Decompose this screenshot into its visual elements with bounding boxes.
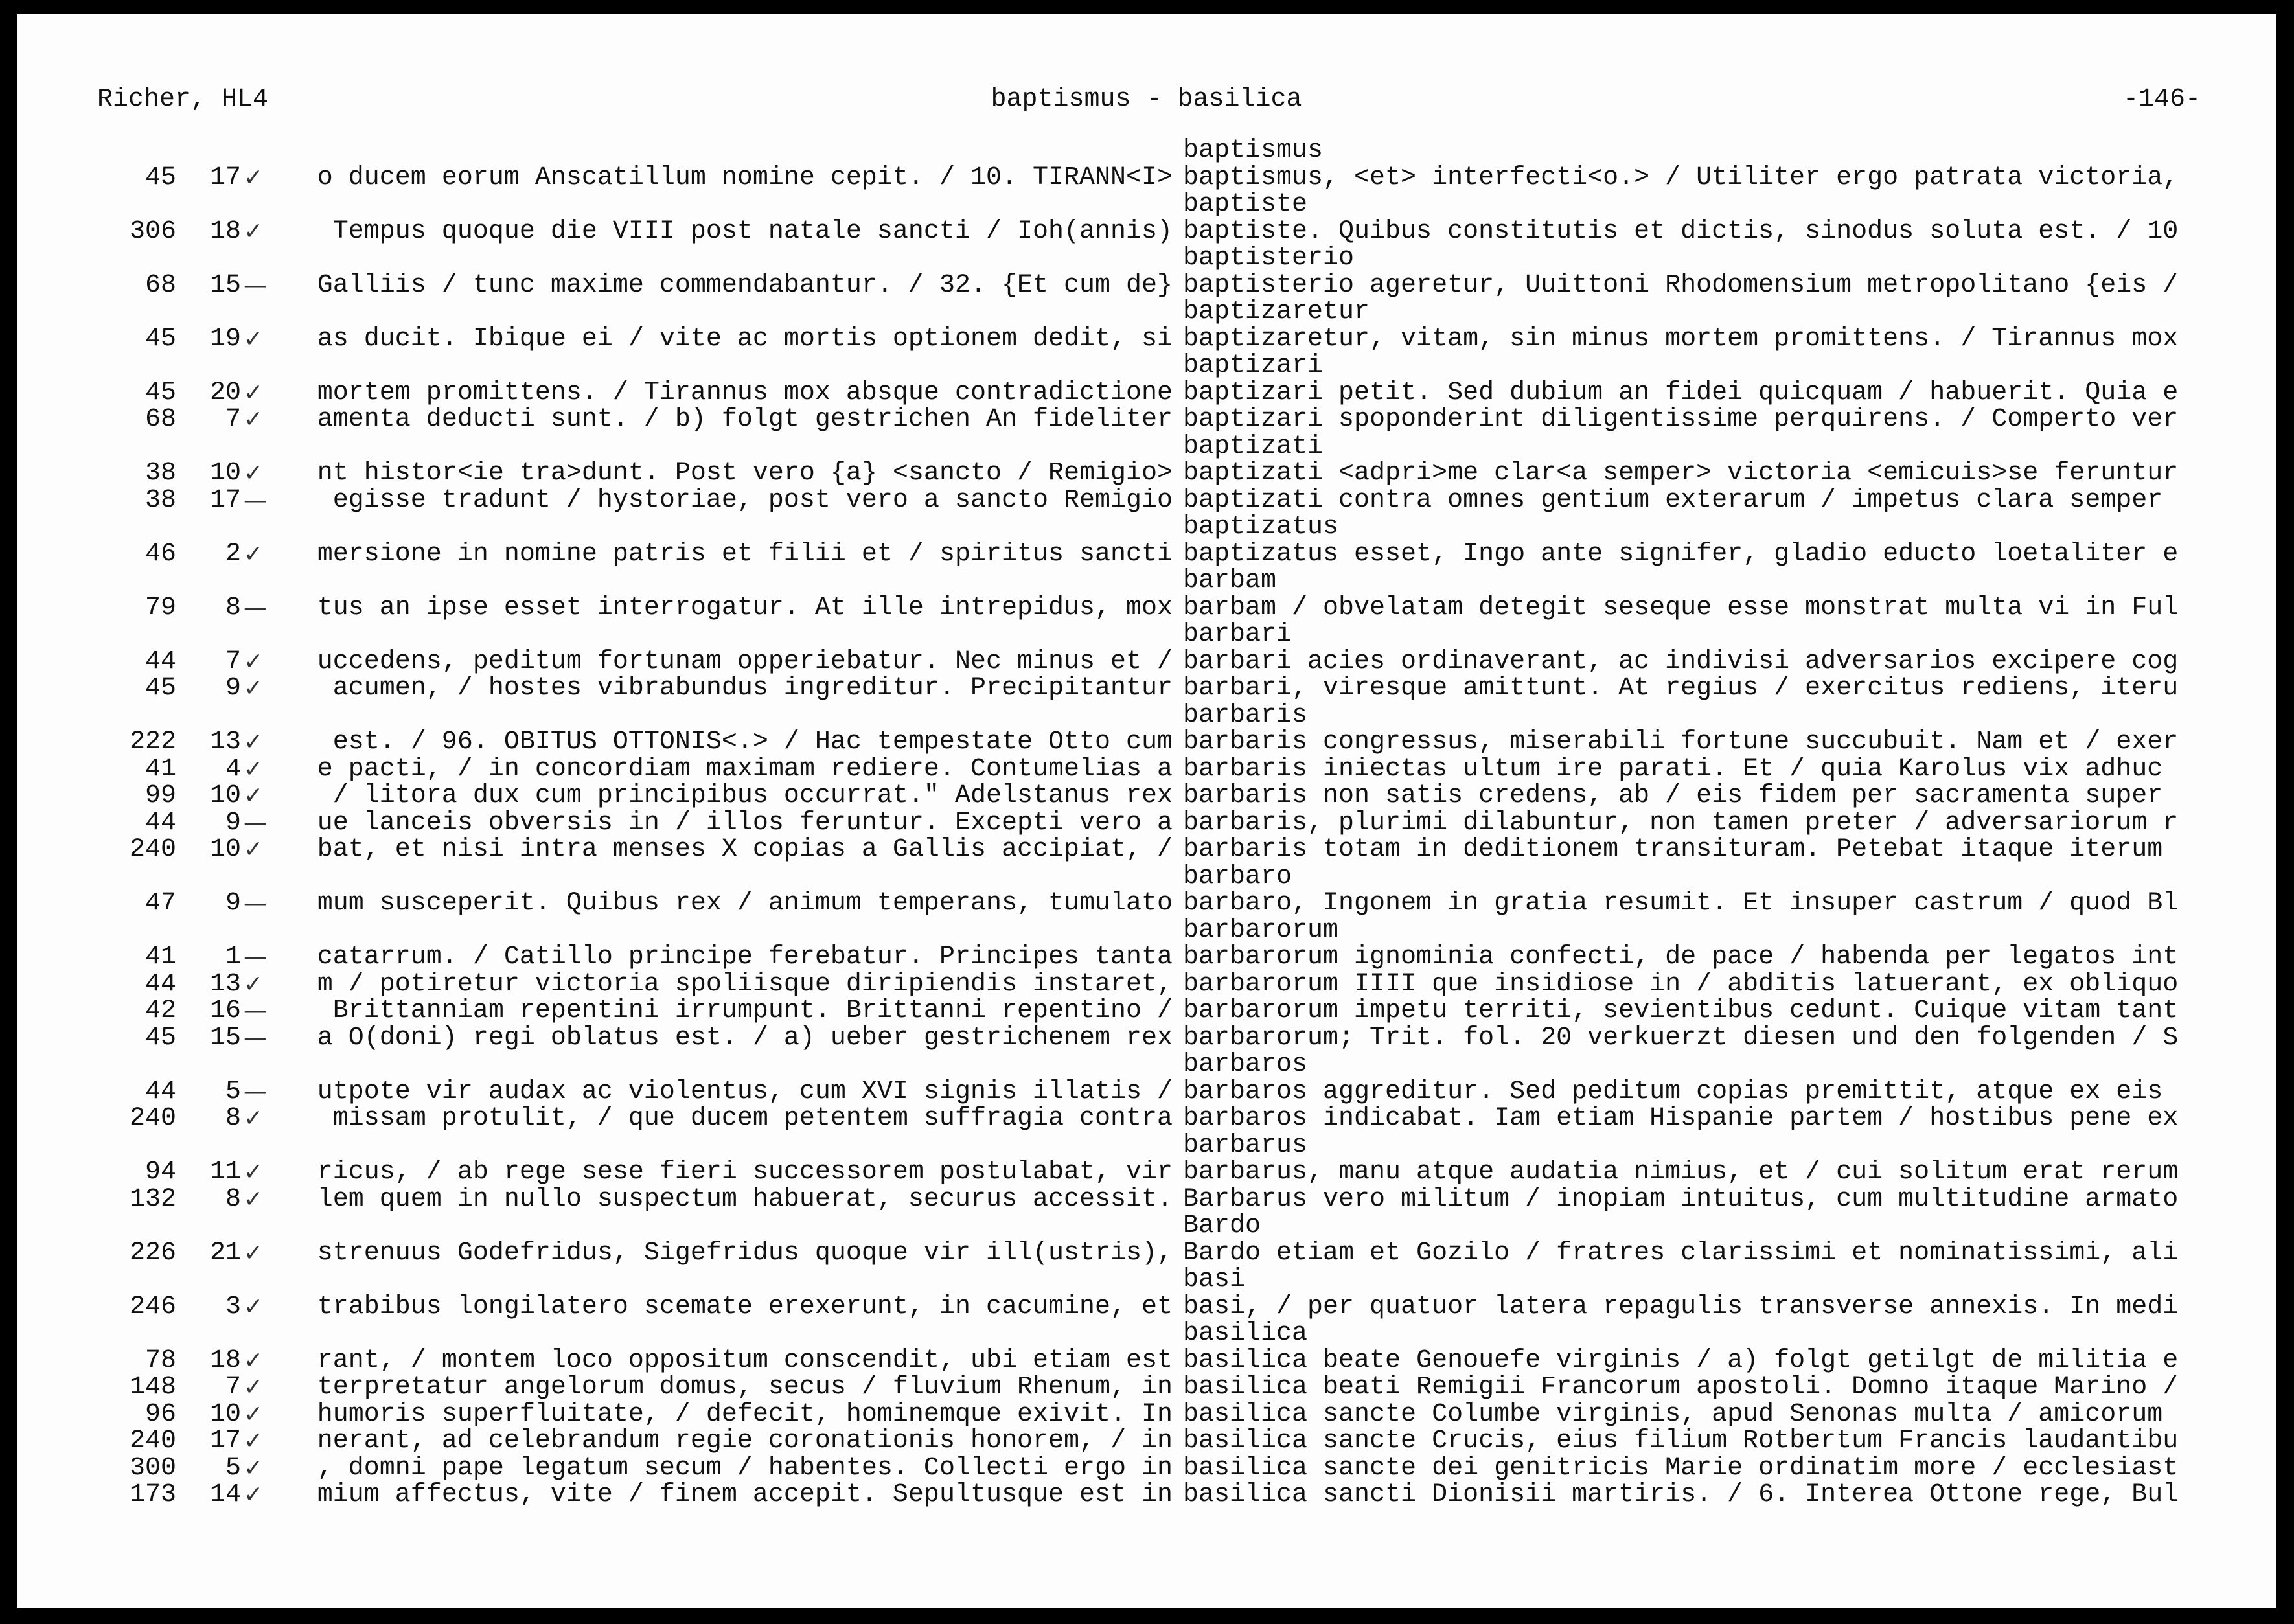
left-context: strenuus Godefridus, Sigefridus quoque vir ill(ustris),: [317, 1239, 1173, 1266]
page-number-ref: 38: [144, 459, 176, 488]
line-number-ref: 8: [225, 1104, 241, 1133]
check-mark-icon: ✓: [244, 1428, 264, 1454]
left-context: est. / 96. OBITUS OTTONIS<.> / Hac tempestate Otto cum: [332, 729, 1173, 756]
line-number-ref: 7: [225, 1373, 241, 1402]
check-mark-icon: ✓: [244, 540, 264, 567]
page-number-ref: 45: [144, 674, 176, 703]
left-context: , domni pape legatum secum / habentes. Collecti ergo in: [317, 1454, 1173, 1481]
page-number-ref: 222: [129, 727, 176, 757]
left-context: / litora dux cum principibus occurrat." Adelstanus rex: [332, 783, 1173, 810]
keyword-context: basilica sancti Dionisii martiris. / 6. Interea Ottone rege, Bul: [1183, 1481, 2179, 1509]
concordance-entry: [17, 783, 2276, 810]
concordance-entry: [17, 326, 2276, 353]
concordance-entry: [17, 1186, 2276, 1213]
header-source: Richer, HL4: [97, 85, 269, 114]
keyword-heading-row: [17, 514, 2276, 541]
left-context: egisse tradunt / hystoriae, post vero a sancto Remigio: [332, 486, 1173, 514]
header-title: baptismus - basilica: [991, 85, 1302, 114]
keyword-context: baptizari spoponderint diligentissime perquirens. / Comperto ver: [1183, 406, 2179, 433]
page-number-ref: 68: [144, 405, 176, 434]
check-mark-icon: ✓: [244, 675, 264, 702]
concordance-entry: [17, 541, 2276, 568]
line-number-ref: 3: [225, 1292, 241, 1321]
keyword-context: barbaros aggreditur. Sed peditum copias premittit, atque ex eis: [1183, 1078, 2163, 1105]
line-number-ref: 14: [209, 1480, 241, 1509]
keyword-heading: barbaros: [1183, 1050, 1308, 1079]
keyword-heading-row: [17, 702, 2276, 729]
concordance-entry: [17, 998, 2276, 1025]
concordance-entry: [17, 1025, 2276, 1052]
check-mark-icon: ✓: [244, 1374, 264, 1401]
keyword-heading: baptizati: [1183, 431, 1324, 461]
keyword-heading: baptiste: [1183, 190, 1308, 219]
keyword-context: basilica sancte Crucis, eius filium Rotbertum Francis laudantibu: [1183, 1428, 2179, 1455]
check-mark-icon: ✓: [244, 729, 264, 755]
page-number-ref: 173: [129, 1480, 176, 1509]
concordance-list: [17, 137, 2276, 1509]
check-mark-icon: ✓: [244, 1105, 264, 1132]
check-mark-icon: ✓: [244, 648, 264, 675]
page-number-ref: 240: [129, 1104, 176, 1133]
check-mark-icon: —: [244, 890, 267, 917]
keyword-heading-row: [17, 137, 2276, 165]
keyword-heading: baptizatus: [1183, 512, 1339, 542]
keyword-heading: barbari: [1183, 620, 1292, 649]
left-context: a O(doni) regi oblatus est. / a) ueber gestrichenem rex: [317, 1024, 1173, 1051]
page-number-ref: 44: [144, 808, 176, 838]
line-number-ref: 11: [209, 1158, 241, 1187]
concordance-entry: [17, 460, 2276, 487]
check-mark-icon: —: [244, 271, 267, 299]
line-number-ref: 5: [225, 1453, 241, 1483]
concordance-entry: [17, 272, 2276, 299]
page-number-ref: 240: [129, 1426, 176, 1456]
keyword-heading-row: [17, 245, 2276, 272]
page-number-ref: 306: [129, 216, 176, 246]
check-mark-icon: ✓: [244, 406, 264, 433]
keyword-context: basi, / per quatuor latera repagulis transverse annexis. In medi: [1183, 1293, 2179, 1320]
line-number-ref: 18: [209, 1345, 241, 1375]
line-number-ref: 20: [209, 378, 241, 407]
concordance-entry: [17, 944, 2276, 971]
concordance-entry: [17, 218, 2276, 246]
concordance-entry: [17, 1159, 2276, 1186]
check-mark-icon: —: [244, 944, 267, 970]
line-number-ref: 4: [225, 754, 241, 784]
page-number-ref: 300: [129, 1453, 176, 1483]
left-context: rant, / montem loco oppositum conscendit, ubi etiam est: [317, 1347, 1173, 1374]
line-number-ref: 7: [225, 646, 241, 676]
line-number-ref: 9: [225, 674, 241, 703]
concordance-entry: [17, 1079, 2276, 1106]
left-context: ue lanceis obversis in / illos feruntur. Excepti vero a: [317, 809, 1173, 836]
keyword-context: baptismus, <et> interfecti<o.> / Utiliter ergo patrata victoria,: [1183, 164, 2179, 191]
keyword-heading-row: [17, 433, 2276, 461]
keyword-heading-row: [17, 1266, 2276, 1294]
page-number-ref: 68: [144, 270, 176, 300]
keyword-context: Barbarus vero militum / inopiam intuitus, cum multitudine armato: [1183, 1185, 2179, 1213]
page-number-ref: 38: [144, 485, 176, 515]
concordance-entry: [17, 1294, 2276, 1321]
concordance-entry: [17, 380, 2276, 407]
page-header: [17, 14, 2276, 137]
concordance-entry: [17, 487, 2276, 514]
line-number-ref: 17: [209, 163, 241, 192]
left-context: acumen, / hostes vibrabundus ingreditur. Precipitantur: [332, 675, 1173, 702]
left-context: Tempus quoque die VIII post natale sancti / Ioh(annis): [332, 218, 1173, 245]
keyword-heading: barbaris: [1183, 700, 1308, 730]
line-number-ref: 15: [209, 1023, 241, 1053]
concordance-entry: [17, 890, 2276, 917]
line-number-ref: 10: [209, 835, 241, 864]
page-number-ref: 226: [129, 1238, 176, 1268]
page-number-ref: 42: [144, 996, 176, 1025]
left-context: missam protulit, / que ducem petentem suffragia contra: [332, 1105, 1173, 1132]
page-number-ref: 41: [144, 943, 176, 972]
keyword-heading: baptisterio: [1183, 244, 1355, 273]
check-mark-icon: ✓: [244, 1454, 264, 1481]
page-number-ref: 79: [144, 593, 176, 623]
left-context: amenta deducti sunt. / b) folgt gestrichen An fideliter: [317, 406, 1173, 433]
page-number-ref: 148: [129, 1373, 176, 1402]
check-mark-icon: ✓: [244, 783, 264, 809]
concordance-entry: [17, 675, 2276, 702]
check-mark-icon: ✓: [244, 970, 264, 998]
line-number-ref: 19: [209, 324, 241, 354]
left-context: Brittanniam repentini irrumpunt. Brittanni repentino /: [332, 998, 1173, 1025]
check-mark-icon: ✓: [244, 1159, 264, 1185]
keyword-heading-row: [17, 917, 2276, 944]
keyword-heading-row: [17, 863, 2276, 891]
line-number-ref: 5: [225, 1077, 241, 1106]
concordance-entry: [17, 756, 2276, 783]
line-number-ref: 2: [225, 539, 241, 569]
page-number-ref: 45: [144, 378, 176, 407]
keyword-context: barbaro, Ingonem in gratia resumit. Et insuper castrum / quod Bl: [1183, 890, 2179, 917]
left-context: catarrum. / Catillo principe ferebatur. Principes tanta: [317, 944, 1173, 971]
keyword-heading-row: [17, 1132, 2276, 1160]
left-context: as ducit. Ibique ei / vite ac mortis optionem dedit, si: [317, 325, 1173, 352]
page-number-ref: 44: [144, 1077, 176, 1106]
check-mark-icon: ✓: [244, 379, 264, 406]
left-context: m / potiretur victoria spoliisque diripiendis instaret,: [317, 970, 1173, 998]
keyword-heading-row: [17, 567, 2276, 595]
left-context: Galliis / tunc maxime commendabantur. / 32. {Et cum de}: [317, 271, 1173, 299]
keyword-context: barbaris totam in deditionem transituram. Petebat itaque iterum: [1183, 836, 2163, 863]
check-mark-icon: ✓: [244, 836, 264, 863]
page-number-ref: 78: [144, 1345, 176, 1375]
document-page: [17, 14, 2276, 1608]
keyword-context: barbaris non satis credens, ab / eis fidem per sacramenta super: [1183, 783, 2163, 810]
left-context: mortem promittens. / Tirannus mox absque contradictione: [317, 379, 1173, 406]
left-context: e pacti, / in concordiam maximam rediere. Contumelias a: [317, 755, 1173, 783]
keyword-heading-row: [17, 1051, 2276, 1079]
keyword-context: baptizati contra omnes gentium exterarum / impetus clara semper: [1183, 486, 2163, 514]
keyword-context: barbarorum ignominia confecti, de pace / habenda per legatos int: [1183, 944, 2179, 971]
page-number-ref: 41: [144, 754, 176, 784]
keyword-heading: baptizaretur: [1183, 297, 1370, 326]
keyword-heading: basi: [1183, 1265, 1246, 1294]
keyword-heading-row: [17, 352, 2276, 380]
keyword-context: barbari, viresque amittunt. At regius / exercitus rediens, iteru: [1183, 675, 2179, 702]
line-number-ref: 10: [209, 1399, 241, 1429]
check-mark-icon: ✓: [244, 1347, 264, 1374]
keyword-context: barbaros indicabat. Iam etiam Hispanie partem / hostibus pene ex: [1183, 1105, 2179, 1132]
check-mark-icon: ✓: [244, 1293, 264, 1320]
page-number-ref: 94: [144, 1158, 176, 1187]
left-context: mium affectus, vite / finem accepit. Sepultusque est in: [317, 1481, 1173, 1509]
left-context: terpretatur angelorum domus, secus / fluvium Rhenum, in: [317, 1374, 1173, 1401]
line-number-ref: 1: [225, 943, 241, 972]
page-number: -146-: [2122, 85, 2201, 114]
check-mark-icon: ✓: [244, 755, 264, 783]
keyword-context: barbarorum IIII que insidiose in / abditis latuerant, ex obliquo: [1183, 970, 2179, 998]
concordance-entry: [17, 1240, 2276, 1267]
check-mark-icon: ✓: [244, 1481, 264, 1508]
line-number-ref: 17: [209, 1426, 241, 1456]
concordance-entry: [17, 406, 2276, 433]
keyword-heading: barbaro: [1183, 862, 1292, 891]
page-number-ref: 132: [129, 1184, 176, 1214]
left-context: nt histor<ie tra>dunt. Post vero {a} <sancto / Remigio>: [317, 460, 1173, 487]
line-number-ref: 13: [209, 969, 241, 999]
concordance-entry: [17, 1105, 2276, 1132]
concordance-entry: [17, 971, 2276, 998]
line-number-ref: 8: [225, 593, 241, 623]
page-number-ref: 47: [144, 889, 176, 918]
concordance-entry: [17, 1401, 2276, 1428]
concordance-entry: [17, 648, 2276, 676]
page-number-ref: 96: [144, 1399, 176, 1429]
keyword-context: barbaris, plurimi dilabuntur, non tamen preter / adversariorum r: [1183, 809, 2179, 836]
line-number-ref: 10: [209, 781, 241, 810]
left-context: mum susceperit. Quibus rex / animum temperans, tumulato: [317, 890, 1173, 917]
left-context: ricus, / ab rege sese fieri successorem postulabat, vir: [317, 1159, 1173, 1186]
check-mark-icon: —: [244, 594, 267, 621]
left-context: bat, et nisi intra menses X copias a Gallis accipiat, /: [317, 836, 1173, 863]
left-context: uccedens, peditum fortunam opperiebatur. Nec minus et /: [317, 648, 1173, 675]
page-number-ref: 45: [144, 324, 176, 354]
page-number-ref: 240: [129, 835, 176, 864]
check-mark-icon: ✓: [244, 218, 264, 245]
page-number-ref: 246: [129, 1292, 176, 1321]
keyword-context: basilica beati Remigii Francorum apostoli. Domno itaque Marino /: [1183, 1374, 2179, 1401]
keyword-context: basilica sancte Columbe virginis, apud Senonas multa / amicorum: [1183, 1401, 2163, 1428]
left-context: nerant, ad celebrandum regie coronationis honorem, / in: [317, 1428, 1173, 1455]
line-number-ref: 16: [209, 996, 241, 1025]
left-context: mersione in nomine patris et filii et / spiritus sancti: [317, 540, 1173, 567]
keyword-heading: barbam: [1183, 566, 1277, 595]
line-number-ref: 21: [209, 1238, 241, 1268]
page-number-ref: 46: [144, 539, 176, 569]
line-number-ref: 8: [225, 1184, 241, 1214]
check-mark-icon: —: [244, 1078, 267, 1105]
line-number-ref: 9: [225, 889, 241, 918]
keyword-context: basilica beate Genouefe virginis / a) folgt getilgt de militia e: [1183, 1347, 2179, 1374]
keyword-heading-row: [17, 299, 2276, 326]
keyword-context: baptizatus esset, Ingo ante signifer, gladio educto loetaliter e: [1183, 540, 2179, 567]
check-mark-icon: ✓: [244, 1185, 264, 1213]
check-mark-icon: ✓: [244, 1401, 264, 1428]
keyword-context: baptizaretur, vitam, sin minus mortem promittens. / Tirannus mox: [1183, 325, 2179, 352]
keyword-context: barbarorum; Trit. fol. 20 verkuerzt diesen und den folgenden / S: [1183, 1024, 2179, 1051]
keyword-context: baptiste. Quibus constitutis et dictis, sinodus soluta est. / 10: [1183, 218, 2179, 245]
keyword-context: barbaris iniectas ultum ire parati. Et / quia Karolus vix adhuc: [1183, 755, 2163, 783]
keyword-context: barbarorum impetu territi, sevientibus cedunt. Cuique vitam tant: [1183, 998, 2179, 1025]
keyword-context: barbam / obvelatam detegit seseque esse monstrat multa vi in Ful: [1183, 594, 2179, 621]
keyword-context: barbari acies ordinaverant, ac indivisi adversarios excipere cog: [1183, 648, 2179, 675]
keyword-context: barbarus, manu atque audatia nimius, et / cui solitum erat rerum: [1183, 1159, 2179, 1186]
check-mark-icon: ✓: [244, 1239, 264, 1266]
keyword-heading-row: [17, 191, 2276, 218]
keyword-heading: barbarus: [1183, 1130, 1308, 1160]
page-number-ref: 44: [144, 646, 176, 676]
check-mark-icon: ✓: [244, 325, 264, 352]
concordance-entry: [17, 1347, 2276, 1375]
check-mark-icon: —: [244, 486, 267, 514]
line-number-ref: 18: [209, 216, 241, 246]
check-mark-icon: —: [244, 1024, 267, 1051]
concordance-entry: [17, 836, 2276, 863]
page-number-ref: 45: [144, 163, 176, 192]
keyword-context: baptisterio ageretur, Uuittoni Rhodomensium metropolitano {eis /: [1183, 271, 2179, 299]
keyword-heading: baptizari: [1183, 351, 1324, 380]
line-number-ref: 7: [225, 405, 241, 434]
keyword-context: barbaris congressus, miserabili fortune succubuit. Nam et / exer: [1183, 729, 2179, 756]
line-number-ref: 10: [209, 459, 241, 488]
left-context: utpote vir audax ac violentus, cum XVI signis illatis /: [317, 1078, 1173, 1105]
check-mark-icon: ✓: [244, 164, 264, 191]
check-mark-icon: —: [244, 998, 267, 1024]
keyword-context: baptizati <adpri>me clar<a semper> victoria <emicuis>se feruntur: [1183, 460, 2179, 487]
left-context: lem quem in nullo suspectum habuerat, securus accessit.: [317, 1185, 1173, 1213]
check-mark-icon: —: [244, 809, 267, 836]
keyword-heading-row: [17, 1213, 2276, 1240]
keyword-context: Bardo etiam et Gozilo / fratres clarissimi et nominatissimi, ali: [1183, 1239, 2179, 1266]
line-number-ref: 15: [209, 270, 241, 300]
check-mark-icon: ✓: [244, 460, 264, 486]
left-context: humoris superfluitate, / defecit, hominemque exivit. In: [317, 1401, 1173, 1428]
keyword-heading: baptismus: [1183, 136, 1324, 165]
keyword-heading-row: [17, 621, 2276, 648]
concordance-entry: [17, 1481, 2276, 1509]
concordance-entry: [17, 1455, 2276, 1482]
concordance-entry: [17, 729, 2276, 756]
keyword-heading: basilica: [1183, 1319, 1308, 1348]
concordance-entry: [17, 810, 2276, 837]
keyword-heading: Bardo: [1183, 1211, 1261, 1241]
keyword-context: baptizari petit. Sed dubium an fidei quicquam / habuerit. Quia e: [1183, 379, 2179, 406]
page-number-ref: 45: [144, 1023, 176, 1053]
line-number-ref: 13: [209, 727, 241, 757]
concordance-entry: [17, 165, 2276, 192]
line-number-ref: 17: [209, 485, 241, 515]
keyword-heading-row: [17, 1320, 2276, 1347]
concordance-entry: [17, 595, 2276, 622]
keyword-heading: barbarorum: [1183, 915, 1339, 945]
left-context: o ducem eorum Anscatillum nomine cepit. / 10. TIRANN<I>: [317, 164, 1173, 191]
concordance-entry: [17, 1428, 2276, 1455]
line-number-ref: 9: [225, 808, 241, 838]
page-number-ref: 99: [144, 781, 176, 810]
concordance-entry: [17, 1374, 2276, 1401]
page-number-ref: 44: [144, 969, 176, 999]
left-context: trabibus longilatero scemate erexerunt, in cacumine, et: [317, 1293, 1173, 1320]
left-context: tus an ipse esset interrogatur. At ille intrepidus, mox: [317, 594, 1173, 621]
keyword-context: basilica sancte dei genitricis Marie ordinatim more / ecclesiast: [1183, 1454, 2179, 1481]
